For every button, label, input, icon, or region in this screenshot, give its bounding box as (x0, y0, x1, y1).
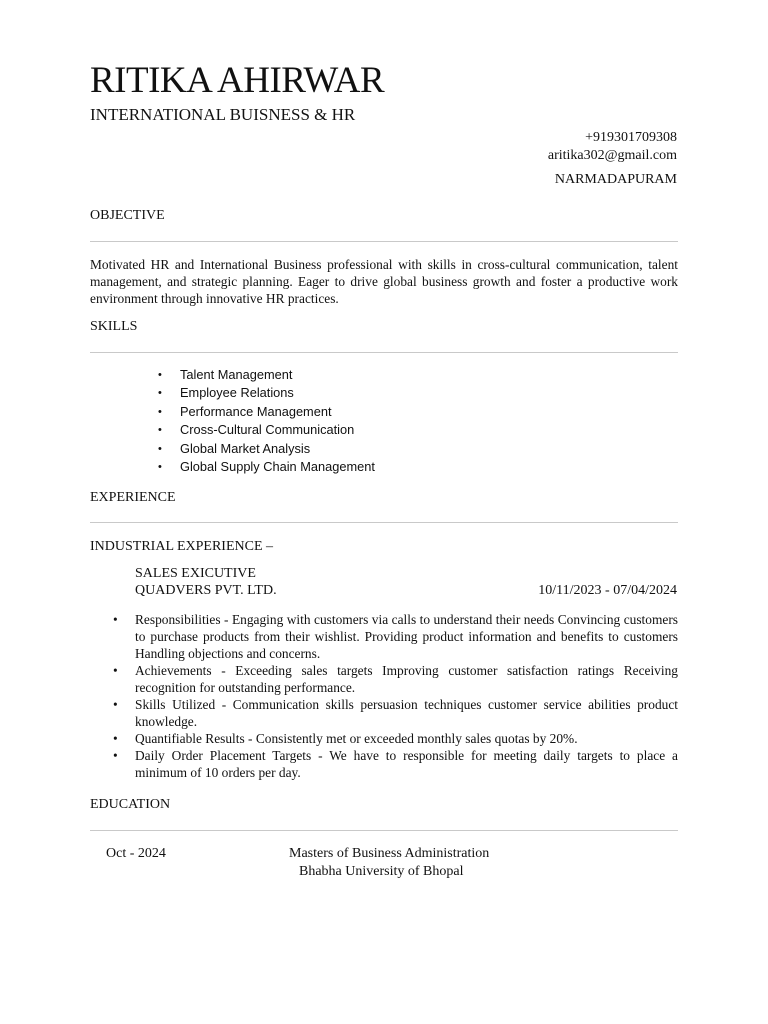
divider (90, 352, 678, 353)
company-name: QUADVERS PVT. LTD. (135, 583, 277, 598)
skill-item: • Performance Management (180, 403, 375, 421)
candidate-title: INTERNATIONAL BUISNESS & HR (90, 105, 356, 124)
experience-bullet: • Skills Utilized - Communication skills persuasion techniques customer service abilities product knowledge. (135, 696, 678, 730)
candidate-name: RITIKA AHIRWAR (90, 60, 385, 101)
divider (90, 522, 678, 523)
phone-number: +919301709308 (585, 130, 677, 145)
divider (90, 830, 678, 831)
objective-heading: OBJECTIVE (90, 208, 165, 223)
education-date: Oct - 2024 (106, 846, 166, 861)
skill-item: • Cross-Cultural Communication (180, 421, 375, 439)
experience-heading: EXPERIENCE (90, 490, 176, 505)
education-heading: EDUCATION (90, 797, 171, 812)
skill-item: • Global Supply Chain Management (180, 458, 375, 476)
experience-bullet: • Daily Order Placement Targets - We have to responsible for meeting daily targets to place a minimum of 10 orders per day. (135, 747, 678, 781)
university-name: Bhabha University of Bhopal (299, 864, 464, 879)
location: NARMADAPURAM (554, 172, 677, 187)
skill-item: • Employee Relations (180, 384, 375, 402)
skill-item: • Global Market Analysis (180, 440, 375, 458)
experience-bullet: • Achievements - Exceeding sales targets Improving customer satisfaction ratings Receiving recognition for outstanding performance. (135, 662, 678, 696)
experience-bullets (135, 611, 678, 781)
degree-name: Masters of Business Administration (289, 846, 490, 861)
objective-text: Motivated HR and International Business professional with skills in cross-cultural communication, talent management, and strategic planning. Eager to drive global business growth and foster a productive work environment through innovative HR practices. (90, 257, 678, 306)
email-address: aritika302@gmail.com (547, 148, 677, 163)
divider (90, 241, 678, 242)
skills-list (180, 366, 375, 476)
skills-heading: SKILLS (90, 319, 138, 334)
experience-subheading: INDUSTRIAL EXPERIENCE – (90, 539, 274, 554)
experience-bullet: • Responsibilities - Engaging with customers via calls to understand their needs Convincing customers to purchase products from their wishlist. Providing product information and benefits to customers Handling objections and concerns. (135, 611, 678, 662)
job-role: SALES EXICUTIVE (135, 566, 256, 581)
experience-bullet: • Quantifiable Results - Consistently met or exceeded monthly sales quotas by 20%. (135, 730, 678, 747)
skill-item: • Talent Management (180, 366, 375, 384)
job-dates: 10/11/2023 - 07/04/2024 (538, 583, 677, 598)
